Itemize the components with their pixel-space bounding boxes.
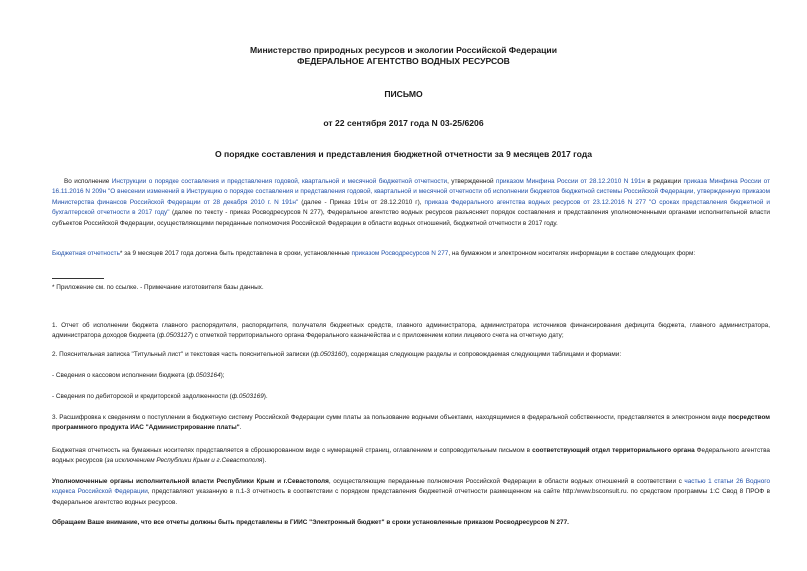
list-item-2: 2. Пояснительная записка "Титульный лист" и текстовая часть пояснительной записки (ф.0503160), содержащая следующие разделы и сопровождаемая следующими таблицами и формами: — [52, 351, 622, 358]
list-item-2a: - Сведения о кассовом исполнении бюджета (ф.0503164); — [52, 372, 225, 379]
ministry-name: Министерство природных ресурсов и экологии Российской Федерации — [250, 45, 557, 55]
paragraph-paper-reporting: Бюджетная отчетность на бумажных носителях представляется в сброшюрованном виде с нумерацией страниц, оглавлением и сопроводительным письмом в соответствующий отдел территориального органа Федерального агентства водных ресурсов (за исключением Республики Крым и г.Севастополя). — [52, 447, 770, 465]
link-water-code[interactable]: частью 1 статьи 26 Водного кодекса Российской Федерации — [52, 478, 770, 496]
link-order-209n[interactable]: приказа Минфина России от 16.11.2016 N 209н "О внесении изменений в Инструкцию о порядке составления и представления годовой, квартальной и месячной отчетности об исполнении бюджетов бюджетной системы Российской Федерации, утвержденную приказом Министерства финансов Российской Федерации от 28 декабря 2010 г. N 191н" — [52, 178, 771, 206]
paragraph-intro: Во исполнение Инструкции о порядке составления и представления годовой, квартальной и месячной бюджетной отчетности, утвержденной приказом Минфина России от 28.12.2010 N 191н в редакции приказа Минфина России от 16.11.2016 N 209н "О внесении изменений в Инструкцию о порядке составления и представления годовой, квартальной и месячной отчетности об исполнении бюджетов бюджетной системы Российской Федерации, утвержденную приказом Министерства финансов Российской Федерации от 28 декабря 2010 г. N 191н" (далее - Приказ 191н от 28.12.2010 г), приказа Федерального агентства водных ресурсов от 23.12.2016 N 277 "О сроках представления бюджетной и бухгалтерской отчетности в 2017 году" (далее по тексту - приказ Росводресурсов N 277), Федеральное агентство водных ресурсов разъясняет порядок составления и представления уполномоченными органами исполнительной власти субъектов Российской Федерации, осуществляющими переданные полномочия Российской Федерации в области водных отношений, бюджетной отчетности в 2017 году. — [52, 178, 771, 227]
list-item-3: 3. Расшифровка к сведениям о поступлении в бюджетную систему Российской Федерации сумм платы за пользование водными объектами, находящимися в федеральной собственности, представляется в электронном виде посредством программного продукта ИАС "Администрирование платы". — [52, 414, 770, 432]
footnote-divider — [52, 278, 104, 279]
paragraph-crimea: Уполномоченные органы исполнительной власти Республики Крым и г.Севастополя, осуществляющие переданные полномочия Российской Федерации в области водных отношений в соответствии с частью 1 статьи 26 Водного кодекса Российской Федерации, представляют указанную в п.1-3 отчетность в соответствии с порядком представления бюджетной отчетности размещенном на сайте http:/www.bsconsult.ru. по средством программы 1:С Свод 8 ПРОФ в Федеральное агентство водных ресурсов. — [52, 478, 770, 506]
agency-name: ФЕДЕРАЛЬНОЕ АГЕНТСТВО ВОДНЫХ РЕСУРСОВ — [297, 56, 510, 66]
list-item-2b: - Сведения по дебиторской и кредиторской задолженности (ф.0503169). — [52, 393, 268, 400]
list-item-1: 1. Отчет об исполнении бюджета главного распорядителя, распорядителя, получателя бюджетных средств, главного администратора, администратора источников финансирования дефицита бюджета, главного администратора, администратора доходов бюджета (ф.0503127) с отметкой территориального органа Федерального казначейства и с приложением копии лицевого счета на отчетную дату; — [52, 322, 770, 340]
link-order-277[interactable]: приказа Федерального агентства водных ресурсов от 23.12.2016 N 277 "О сроках представления бюджетной и бухгалтерской отчетности в 2017 году" — [52, 198, 770, 217]
link-order-277-b[interactable]: приказом Росводресурсов N 277 — [351, 250, 449, 257]
paragraph-attention: Обращаем Ваше внимание, что все отчеты должны быть представлены в ГИИС "Электронный бюджет" в сроки установленные приказом Росводресурсов N 277. — [52, 519, 569, 526]
link-order-191n[interactable]: приказом Минфина России от 28.12.2010 N 191н — [496, 178, 645, 185]
document-date-number: от 22 сентября 2017 года N 03-25/6206 — [323, 118, 484, 128]
footnote-text: * Приложение см. по ссылке. - Примечание изготовителя базы данных. — [52, 284, 264, 291]
link-instruction[interactable]: Инструкции о порядке составления и представления годовой, квартальной и месячной бюджетной отчетности — [111, 178, 448, 185]
link-budget-reporting[interactable]: Бюджетная отчетность — [52, 250, 120, 257]
document-subject: О порядке составления и представления бюджетной отчетности за 9 месяцев 2017 года — [214, 149, 593, 159]
document-type: ПИСЬМО — [384, 89, 423, 99]
paragraph-budget-reporting: Бюджетная отчетность* за 9 месяцев 2017 года должна быть представлена в сроки, установленные приказом Росводресурсов N 277, на бумажном и электронном носителях информации в составе следующих форм: — [52, 250, 696, 257]
